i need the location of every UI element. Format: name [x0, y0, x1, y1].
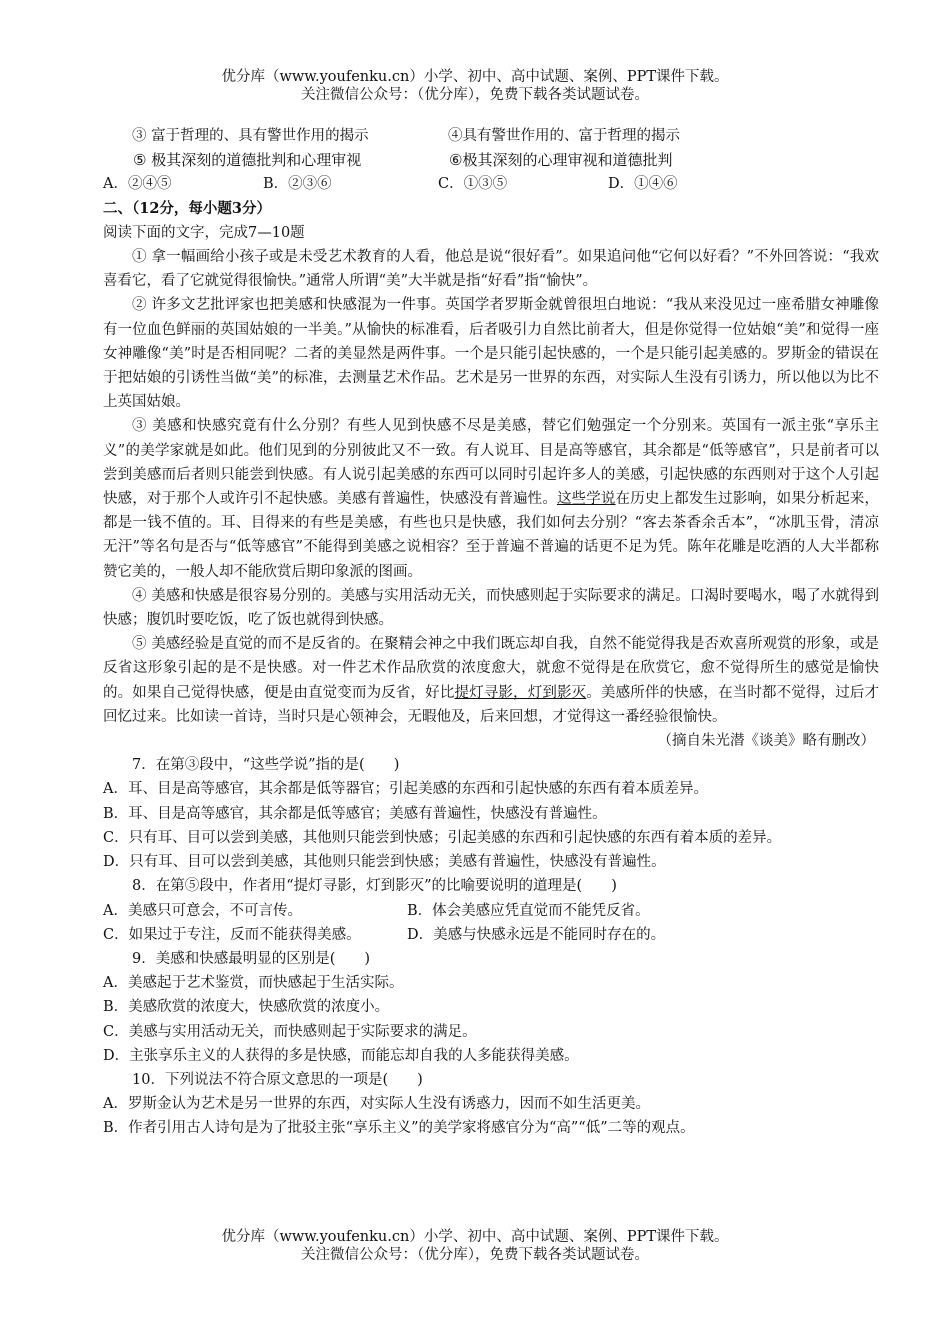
prev-choices: [103, 172, 879, 196]
passage-paragraph-2: ② 许多文艺批评家也把美感和快感混为一件事。英国学者罗斯金就曾很坦白地说：“我从来没见过一座希腊女神雕像有一位血色鲜丽的英国姑娘的一半美。”从愉快的标准看，后者吸引力自然比前者大，但是你觉得一位姑娘“美”和觉得一座女神雕像“美”时是否相同呢？二者的美显然是两件事。一个是只能引起快感的，一个是只能引起美感的。罗斯金的错误在于把姑娘的引诱性当做“美”的标准，去测量艺术作品。艺术是另一世界的东西，对实际人生没有引诱力，所以他以为比不上英国姑娘。: [103, 297, 879, 411]
section-title: 二、（12分，每小题3分）: [103, 199, 272, 217]
question-8-option-c: C．如果过于专注，反而不能获得美感。: [103, 926, 361, 943]
passage-paragraph-4: ④ 美感和快感是很容易分别的。美感与实用活动无关，而快感则起于实际要求的满足。口渴时要喝水，喝了水就得到快感；腹饥时要吃饭，吃了饭也就得到快感。: [103, 587, 879, 629]
question-7-option-a: A．耳、目是高等感官，其余都是低等器官；引起美感的东西和引起快感的东西有着本质差异。: [103, 781, 708, 798]
page-footer: [0, 1228, 950, 1264]
prev-option-6: ⑥极其深刻的心理审视和道德批判: [449, 151, 673, 170]
question-9-stem: 9．美感和快感最明显的区别是( ): [132, 950, 371, 967]
prev-choice-c: C．①③⑤: [438, 176, 508, 193]
p5-text-after: 。美感所伴的快感，在当时都不觉得，过后才回忆过来。比如读一首诗，当时只是心领神会，无暇他及，后来回想，才觉得这一番经验很愉快。: [103, 684, 880, 725]
prev-option-3: ③ 富于哲理的、具有警世作用的揭示: [132, 128, 369, 144]
footer-line-1: 优分库（www.youfenku.cn）小学、初中、高中试题、案例、PPT课件下载。: [221, 1229, 729, 1245]
passage-source: （摘自朱光潜《谈美》略有删改）: [657, 733, 875, 750]
underlined-phrase-these-theories: 这些学说: [556, 491, 616, 508]
prev-options-row-1: [103, 124, 879, 148]
question-9-option-d: D．主张享乐主义的人获得的多是快感，而能忘却自我的人多能获得美感。: [103, 1047, 579, 1064]
question-8-option-d: D．美感与快感永远是不能同时存在的。: [407, 926, 666, 943]
prev-option-4: ④具有警世作用的、富于哲理的揭示: [448, 128, 680, 144]
page-header: [0, 68, 950, 104]
header-line-1: 优分库（www.youfenku.cn）小学、初中、高中试题、案例、PPT课件下载。: [221, 69, 729, 85]
prev-options-row-2: [103, 148, 879, 172]
p3-text-after: 在历史上都发生过影响，如果分析起来，都是一钱不值的。耳、目得来的有些是美感，有些也只是快感，我们如何去分别？“客去茶香余舌本”，“冰肌玉骨，清凉无汗”等名句是否与“低等感官”不能得到美感之说相容？至于普遍不普遍的话更不足为凭。陈年花雕是吃酒的人大半都称赞它美的，一般人却不能欣赏后期印象派的图画。: [103, 491, 879, 580]
prev-choice-d: D．①④⑥: [608, 176, 678, 193]
prev-option-5: ⑤ 极其深刻的道德批判和心理审视: [133, 151, 362, 170]
document-body: [103, 124, 879, 1141]
passage-paragraph-5: [103, 632, 879, 729]
question-8-options-row-1: [103, 899, 879, 923]
underlined-phrase-lantern: 提灯寻影，灯到影灭: [454, 684, 587, 701]
question-9-option-a: A．美感起于艺术鉴赏，而快感起于生活实际。: [103, 975, 404, 992]
question-8-options-row-2: [103, 923, 879, 947]
question-8-stem: 8．在第⑤段中，作者用“提灯寻影，灯到影灭”的比喻要说明的道理是( ): [132, 878, 617, 895]
p3-text-before: ③ 美感和快感究竟有什么分别？有些人见到快感不尽是美感，替它们勉强定一个分别来。英国有一派主张“享乐主义”的美学家就是如此。他们见到的分别彼此又不一致。有人说耳、目是高等感官，其余都是“低等感官”，只是前者可以尝到美感而后者则只能尝到快感。有人说引起美感的东西可以同时引起许多人的美感，引起快感的东西则对于这个人引起快感，对于那个人或许引不起快感。美感有普遍性，快感没有普遍性。: [103, 418, 879, 508]
question-7-option-c: C．只有耳、目可以尝到美感，其他则只能尝到快感；引起美感的东西和引起快感的东西有着本质的差异。: [103, 829, 782, 846]
prev-choice-a: A．②④⑤: [103, 176, 172, 193]
prev-choice-b: B．②③⑥: [263, 176, 332, 193]
question-7-option-d: D．只有耳、目可以尝到美感，其他则只能尝到快感；美感有普遍性，快感没有普遍性。: [103, 854, 666, 871]
question-8-option-b: B．体会美感应凭直觉而不能凭反省。: [407, 902, 650, 919]
question-10-stem: 10．下列说法不符合原文意思的一项是( ): [132, 1071, 423, 1088]
passage-paragraph-1: ① 拿一幅画给小孩子或是未受艺术教育的人看，他总是说“很好看”。如果追问他“它何以好看？”不外回答说：“我欢喜看它，看了它就觉得很愉快。”通常人所谓“美”大半就是指“好看”指“愉快”。: [103, 249, 879, 290]
question-8-option-a: A．美感只可意会，不可言传。: [103, 902, 302, 919]
footer-line-2: 关注微信公众号：（优分库），免费下载各类试题试卷。: [301, 1247, 649, 1263]
question-7-option-b: B．耳、目是高等感官，其余都是低等感官；美感有普遍性，快感没有普遍性。: [103, 805, 607, 822]
question-9-option-b: B．美感欣赏的浓度大，快感欣赏的浓度小。: [103, 999, 390, 1016]
p5-text-before: ⑤ 美感经验是直觉的而不是反省的。在聚精会神之中我们既忘却自我，自然不能觉得我是否欢喜所观赏的形象，或是反省这形象引起的是不是快感。对一件艺术作品欣赏的浓度愈大，就愈不觉得是在欣赏它，愈不觉得所生的感觉是愉快的。如果自己觉得快感，便是由直觉变而为反省，好比: [103, 636, 879, 701]
section-instruction: 阅读下面的文字，完成7—10题: [103, 224, 305, 241]
question-10-option-a: A．罗斯金认为艺术是另一世界的东西，对实际人生没有诱惑力，因而不如生活更美。: [103, 1096, 650, 1113]
header-line-2: 关注微信公众号：（优分库），免费下载各类试题试卷。: [301, 87, 649, 103]
question-10-option-b: B．作者引用古人诗句是为了批驳主张“享乐主义”的美学家将感官分为“高”“低”二等的观点。: [103, 1120, 695, 1137]
passage-paragraph-3: [103, 414, 879, 583]
question-9-option-c: C．美感与实用活动无关，而快感则起于实际要求的满足。: [103, 1023, 477, 1040]
question-7-stem: 7．在第③段中，“这些学说”指的是( ): [132, 757, 400, 774]
